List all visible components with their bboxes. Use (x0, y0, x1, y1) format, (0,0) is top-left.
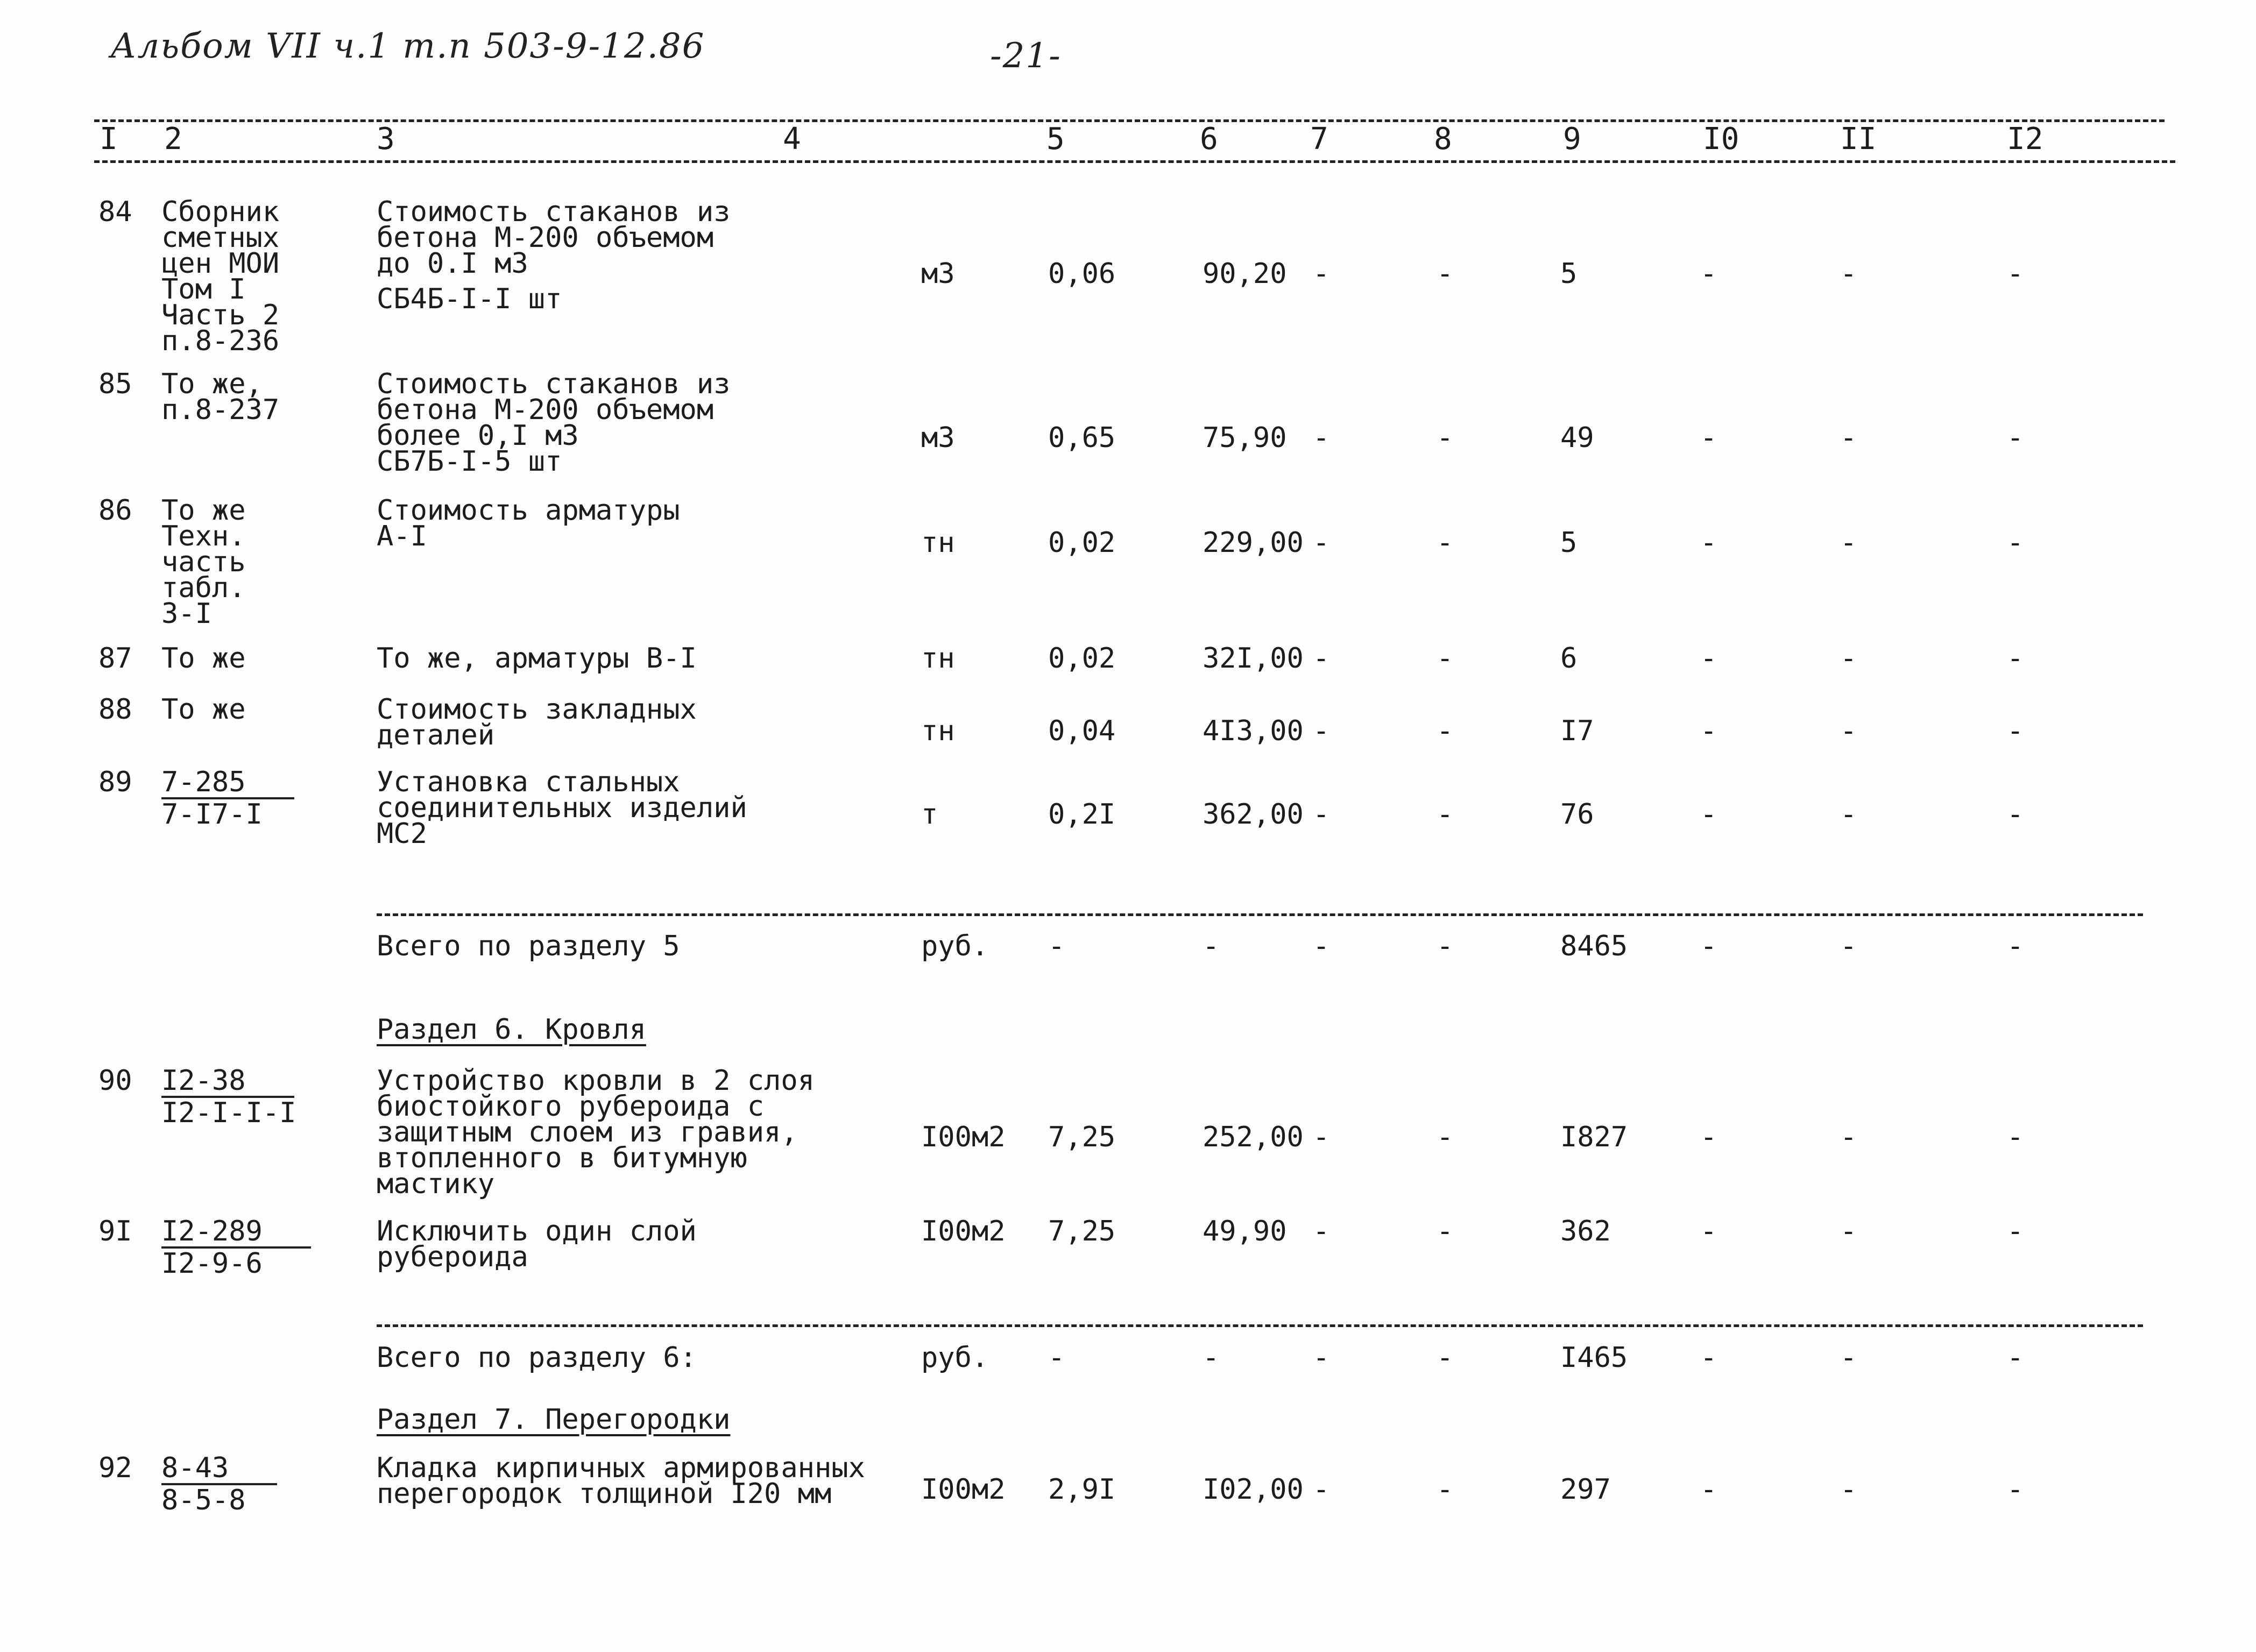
price-cell: 90,20 (1203, 258, 1287, 290)
col-c7-cell: - (1313, 527, 1330, 559)
cost-cell: 49 (1560, 422, 1594, 454)
col-c12-cell: - (2007, 422, 2024, 454)
col-c7-cell: - (1313, 930, 1330, 962)
unit-cell: т (921, 798, 938, 831)
unit-cell: тн (921, 715, 955, 747)
quantity-cell: 0,06 (1048, 258, 1116, 290)
col-c12-cell: - (2007, 798, 2024, 831)
description-line: деталей (377, 719, 495, 751)
cost-cell: 76 (1560, 798, 1594, 831)
col-c11-cell: - (1840, 1342, 1857, 1374)
description-line: Всего по разделу 5 (377, 930, 680, 962)
col-header-9: 9 (1563, 122, 1581, 157)
description-line: То же, арматуры В-I (377, 642, 697, 675)
quantity-cell: 2,9I (1048, 1473, 1116, 1506)
col-c10-cell: - (1700, 642, 1717, 675)
unit-cell: I00м2 (921, 1473, 1006, 1506)
row-number: 87 (98, 642, 132, 675)
col-c11-cell: - (1840, 1215, 1857, 1247)
ref-line: 3-I (161, 598, 212, 630)
description-line: Установка стальных (377, 766, 680, 798)
header-bottom-rule (94, 160, 2175, 163)
cost-cell: I465 (1560, 1342, 1628, 1374)
cost-cell: 297 (1560, 1473, 1611, 1506)
col-c8-cell: - (1437, 642, 1454, 675)
col-c7-cell: - (1313, 642, 1330, 675)
col-header-3: 3 (377, 122, 395, 157)
quantity-cell: 0,04 (1048, 715, 1116, 747)
col-c8-cell: - (1437, 527, 1454, 559)
price-cell: - (1203, 1342, 1220, 1374)
description-line: соединительных изделий (377, 792, 747, 824)
cost-cell: 6 (1560, 642, 1578, 675)
description-line: бетона М-200 объемом (377, 394, 714, 426)
unit-cell: руб. (921, 930, 989, 962)
row-number: 86 (98, 494, 132, 527)
col-c7-cell: - (1313, 1342, 1330, 1374)
col-c11-cell: - (1840, 715, 1857, 747)
col-c7-cell: - (1313, 715, 1330, 747)
quantity-cell: 0,02 (1048, 527, 1116, 559)
price-cell: 229,00 (1203, 527, 1304, 559)
col-c11-cell: - (1840, 1473, 1857, 1506)
description-line: Стоимость арматуры (377, 494, 680, 527)
description-line: бетона М-200 объемом (377, 222, 714, 254)
col-c7-cell: - (1313, 422, 1330, 454)
description-line: МС2 (377, 818, 427, 850)
cost-cell: I827 (1560, 1121, 1628, 1153)
description-line: Стоимость стаканов из (377, 368, 731, 400)
quantity-cell: - (1048, 930, 1065, 962)
quantity-cell: 0,2I (1048, 798, 1116, 831)
row-number: 90 (98, 1065, 132, 1097)
unit-cell: м3 (921, 258, 955, 290)
col-c11-cell: - (1840, 798, 1857, 831)
row-number: 85 (98, 368, 132, 400)
col-c11-cell: - (1840, 1121, 1857, 1153)
description-line: Стоимость закладных (377, 693, 697, 726)
ref-numerator-text: 8-43 (161, 1455, 277, 1485)
price-cell: 32I,00 (1203, 642, 1304, 675)
col-c12-cell: - (2007, 930, 2024, 962)
col-c12-cell: - (2007, 527, 2024, 559)
price-cell: 252,00 (1203, 1121, 1304, 1153)
col-c7-cell: - (1313, 1121, 1330, 1153)
col-c10-cell: - (1700, 1215, 1717, 1247)
col-c10-cell: - (1700, 715, 1717, 747)
ref-line: Техн. (161, 520, 246, 552)
col-header-6: 6 (1200, 122, 1218, 157)
col-c10-cell: - (1700, 1121, 1717, 1153)
col-c8-cell: - (1437, 798, 1454, 831)
quantity-cell: 7,25 (1048, 1215, 1116, 1247)
cost-cell: 5 (1560, 527, 1578, 559)
description-line: Кладка кирпичных армированных (377, 1452, 865, 1484)
price-cell: I02,00 (1203, 1473, 1304, 1506)
description-line: биостойкого рубероида с (377, 1090, 765, 1123)
description-line: А-I (377, 520, 427, 552)
ref-line: То же, (161, 368, 263, 400)
col-c10-cell: - (1700, 930, 1717, 962)
col-c10-cell: - (1700, 798, 1717, 831)
quantity-cell: 7,25 (1048, 1121, 1116, 1153)
col-c7-cell: - (1313, 1215, 1330, 1247)
col-c12-cell: - (2007, 1473, 2024, 1506)
ref-numerator-text: I2-38 (161, 1068, 294, 1098)
col-header-1: I (100, 122, 118, 157)
row-number: 89 (98, 766, 132, 798)
ref-numerator-text: I2-289 (161, 1218, 311, 1249)
description-line: защитным слоем из гравия, (377, 1116, 798, 1148)
cost-cell: 5 (1560, 258, 1578, 290)
quantity-cell: - (1048, 1342, 1065, 1374)
col-c11-cell: - (1840, 642, 1857, 675)
ref-numerator (161, 766, 294, 799)
description-line: СБ7Б-I-5 шт (377, 445, 562, 478)
description-line: Устройство кровли в 2 слоя (377, 1065, 815, 1097)
unit-cell: м3 (921, 422, 955, 454)
ref-denominator: 8-5-8 (161, 1484, 246, 1516)
col-c10-cell: - (1700, 1342, 1717, 1374)
ref-denominator: 7-I7-I (161, 798, 263, 831)
col-header-11: II (1840, 122, 1877, 157)
ref-numerator-text: 7-285 (161, 769, 294, 799)
ref-line: Том I (161, 273, 246, 306)
row-number: 9I (98, 1215, 132, 1247)
col-header-4: 4 (783, 122, 801, 157)
col-c10-cell: - (1700, 422, 1717, 454)
unit-cell: тн (921, 527, 955, 559)
ref-line: табл. (161, 572, 246, 604)
row-number: 92 (98, 1452, 132, 1484)
col-c11-cell: - (1840, 422, 1857, 454)
col-header-7: 7 (1310, 122, 1328, 157)
col-c12-cell: - (2007, 642, 2024, 675)
col-c10-cell: - (1700, 258, 1717, 290)
ref-line: То же (161, 642, 246, 675)
ref-denominator: I2-I-I-I (161, 1097, 296, 1129)
col-c11-cell: - (1840, 527, 1857, 559)
col-header-5: 5 (1046, 122, 1065, 157)
col-header-8: 8 (1434, 122, 1452, 157)
price-cell: 362,00 (1203, 798, 1304, 831)
col-c8-cell: - (1437, 1215, 1454, 1247)
cost-cell: 362 (1560, 1215, 1611, 1247)
quantity-cell: 0,65 (1048, 422, 1116, 454)
description-line: мастику (377, 1168, 495, 1200)
section-title: Раздел 7. Перегородки (377, 1403, 731, 1436)
col-c8-cell: - (1437, 258, 1454, 290)
subtotal-rule-5 (377, 913, 2143, 916)
col-c12-cell: - (2007, 1342, 2024, 1374)
description-line: рубероида (377, 1241, 528, 1273)
description-line: перегородок толщиной I20 мм (377, 1478, 832, 1510)
col-c8-cell: - (1437, 422, 1454, 454)
col-header-12: I2 (2007, 122, 2043, 157)
row-number: 88 (98, 693, 132, 726)
ref-line: часть (161, 546, 246, 578)
col-c8-cell: - (1437, 1121, 1454, 1153)
description-line: СБ4Б-I-I шт (377, 283, 562, 315)
ref-line: цен МОИ (161, 247, 280, 280)
cost-cell: 8465 (1560, 930, 1628, 962)
col-c7-cell: - (1313, 258, 1330, 290)
col-c7-cell: - (1313, 1473, 1330, 1506)
col-c10-cell: - (1700, 527, 1717, 559)
ref-line: Часть 2 (161, 299, 280, 331)
ref-line: п.8-236 (161, 325, 280, 357)
ref-denominator: I2-9-6 (161, 1247, 263, 1280)
col-header-2: 2 (164, 122, 182, 157)
album-reference: Альбом VII ч.1 т.п 503-9-12.86 (110, 26, 705, 66)
col-c8-cell: - (1437, 1342, 1454, 1374)
description-line: более 0,I м3 (377, 420, 579, 452)
price-cell: 4I3,00 (1203, 715, 1304, 747)
row-number: 84 (98, 196, 132, 228)
ref-numerator (161, 1452, 277, 1485)
col-c7-cell: - (1313, 798, 1330, 831)
unit-cell: I00м2 (921, 1215, 1006, 1247)
description-line: втопленного в битумную (377, 1142, 747, 1174)
description-line: Всего по разделу 6: (377, 1342, 697, 1374)
col-c11-cell: - (1840, 930, 1857, 962)
ref-line: То же (161, 494, 246, 527)
col-c8-cell: - (1437, 930, 1454, 962)
ref-line: сметных (161, 222, 280, 254)
quantity-cell: 0,02 (1048, 642, 1116, 675)
page-number: -21- (990, 36, 1062, 76)
ref-line: п.8-237 (161, 394, 280, 426)
unit-cell: тн (921, 642, 955, 675)
unit-cell: I00м2 (921, 1121, 1006, 1153)
col-header-10: I0 (1703, 122, 1739, 157)
price-cell: 75,90 (1203, 422, 1287, 454)
col-c11-cell: - (1840, 258, 1857, 290)
col-c8-cell: - (1437, 1473, 1454, 1506)
subtotal-rule-6 (377, 1324, 2143, 1327)
price-cell: - (1203, 930, 1220, 962)
description-line: Стоимость стаканов из (377, 196, 731, 228)
price-cell: 49,90 (1203, 1215, 1287, 1247)
section-title: Раздел 6. Кровля (377, 1013, 646, 1046)
col-c10-cell: - (1700, 1473, 1717, 1506)
cost-cell: I7 (1560, 715, 1594, 747)
col-c12-cell: - (2007, 258, 2024, 290)
ref-line: То же (161, 693, 246, 726)
ref-numerator (161, 1065, 294, 1098)
ref-numerator (161, 1215, 311, 1249)
col-c12-cell: - (2007, 715, 2024, 747)
unit-cell: руб. (921, 1342, 989, 1374)
col-c12-cell: - (2007, 1215, 2024, 1247)
col-c12-cell: - (2007, 1121, 2024, 1153)
description-line: до 0.I м3 (377, 247, 528, 280)
description-line: Исключить один слой (377, 1215, 697, 1247)
col-c8-cell: - (1437, 715, 1454, 747)
ref-line: Сборник (161, 196, 280, 228)
